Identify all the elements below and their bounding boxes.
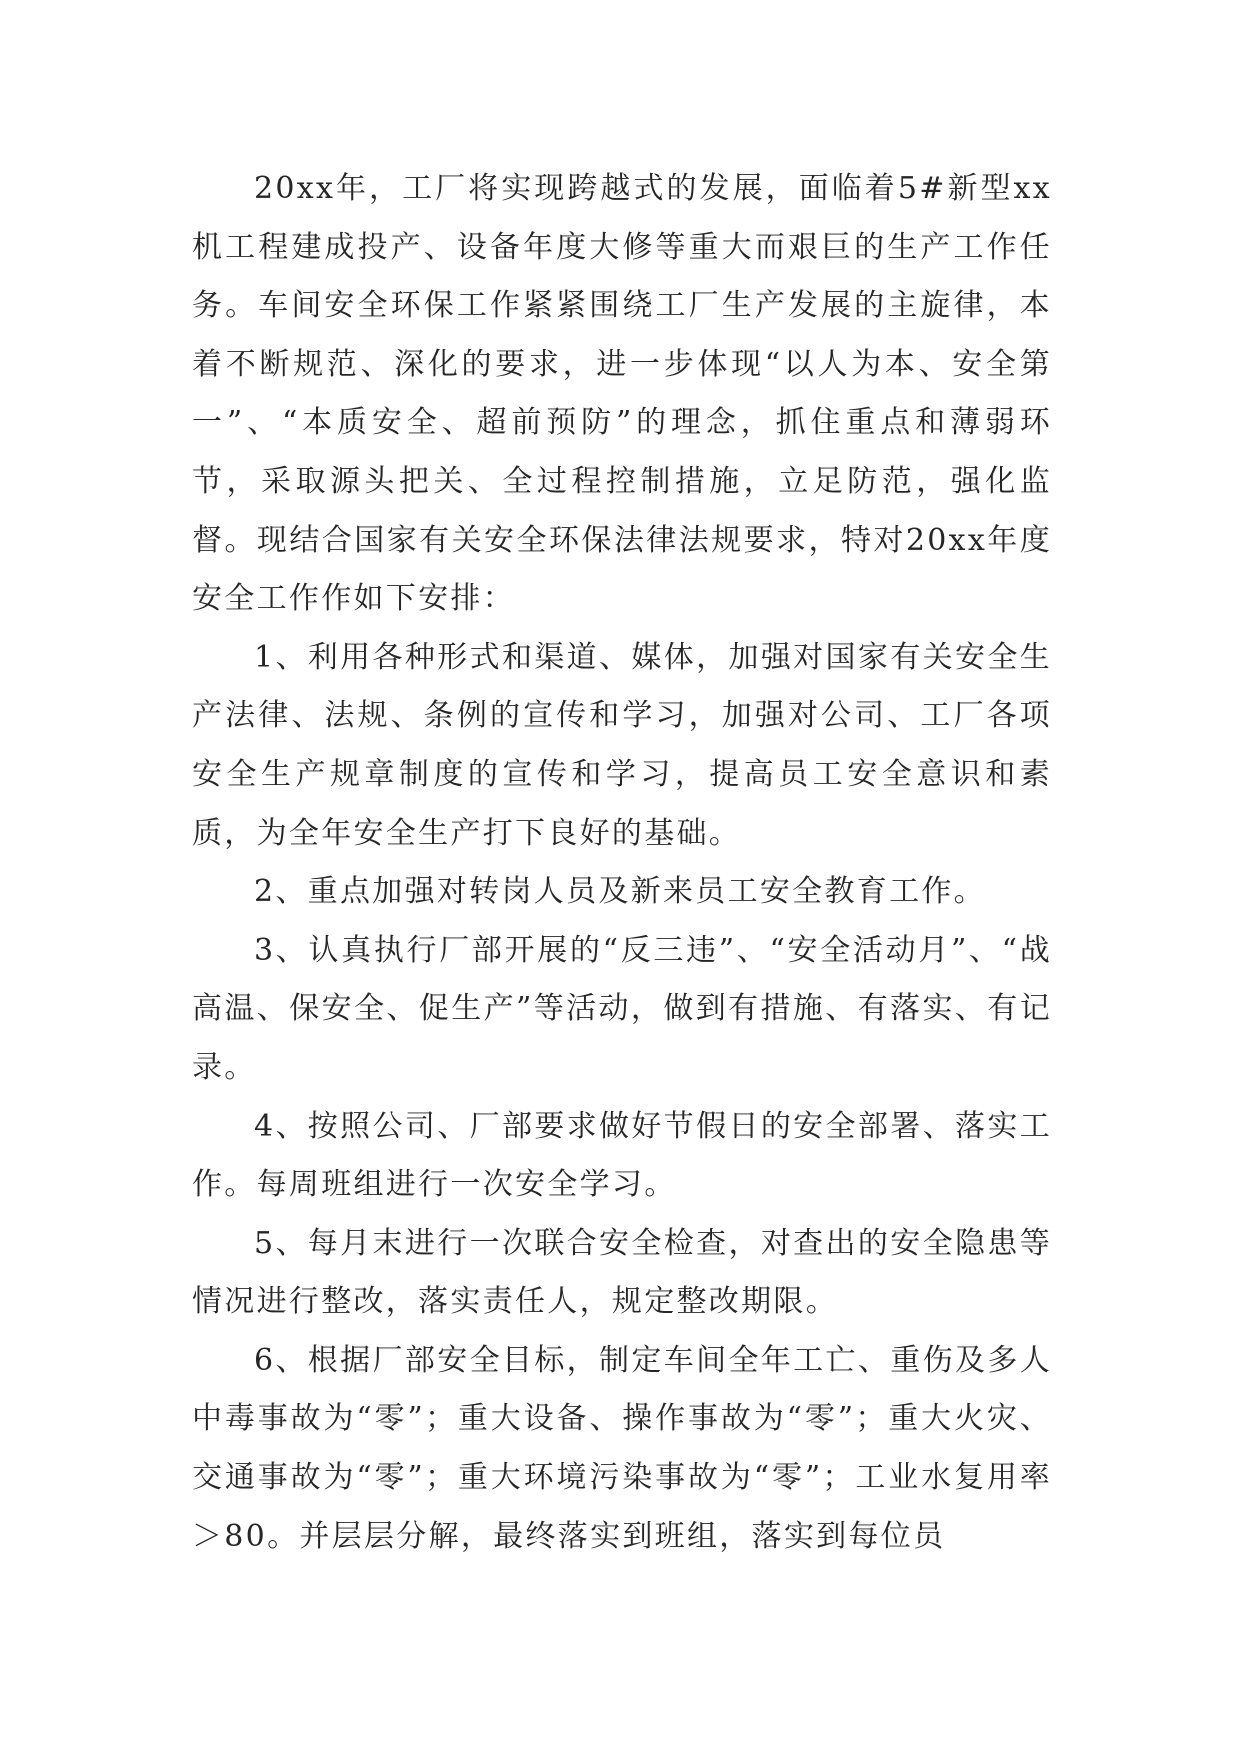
paragraph-item-6: 6、根据厂部安全目标，制定车间全年工亡、重伤及多人中毒事故为“零”；重大设备、操作事故为“零”；重大火灾、交通事故为“零”；重大环境污染事故为“零”；工业水复用率＞80。并层层分解，最终落实到班组，落实到每位员 bbox=[192, 1342, 1052, 1554]
document-body bbox=[192, 160, 1052, 1566]
paragraph-item-1: 1、利用各种形式和渠道、媒体，加强对国家有关安全生产法律、法规、条例的宣传和学习，加强对公司、工厂各项安全生产规章制度的宣传和学习，提高员工安全意识和素质，为全年安全生产打下良好的基础。 bbox=[192, 639, 1052, 851]
paragraph-item-2: 2、重点加强对转岗人员及新来员工安全教育工作。 bbox=[254, 874, 986, 910]
paragraph-item-4: 4、按照公司、厂部要求做好节假日的安全部署、落实工作。每周班组进行一次安全学习。 bbox=[192, 1108, 1052, 1203]
paragraph-item-3: 3、认真执行厂部开展的“反三违”、“安全活动月”、“战高温、保安全、促生产”等活动，做到有措施、有落实、有记录。 bbox=[192, 932, 1052, 1085]
paragraph-intro: 20xx年，工厂将实现跨越式的发展，面临着5#新型xx机工程建成投产、设备年度大修等重大而艰巨的生产工作任务。车间安全环保工作紧紧围绕工厂生产发展的主旋律，本着不断规范、深化的要求，进一步体现“以人为本、安全第一”、“本质安全、超前预防”的理念，抓住重点和薄弱环节，采取源头把关、全过程控制措施，立足防范，强化监督。现结合国家有关安全环保法律法规要求，特对20xx年度安全工作作如下安排： bbox=[192, 171, 1052, 617]
paragraph-item-5: 5、每月末进行一次联合安全检查，对查出的安全隐患等情况进行整改，落实责任人，规定整改期限。 bbox=[192, 1225, 1052, 1320]
